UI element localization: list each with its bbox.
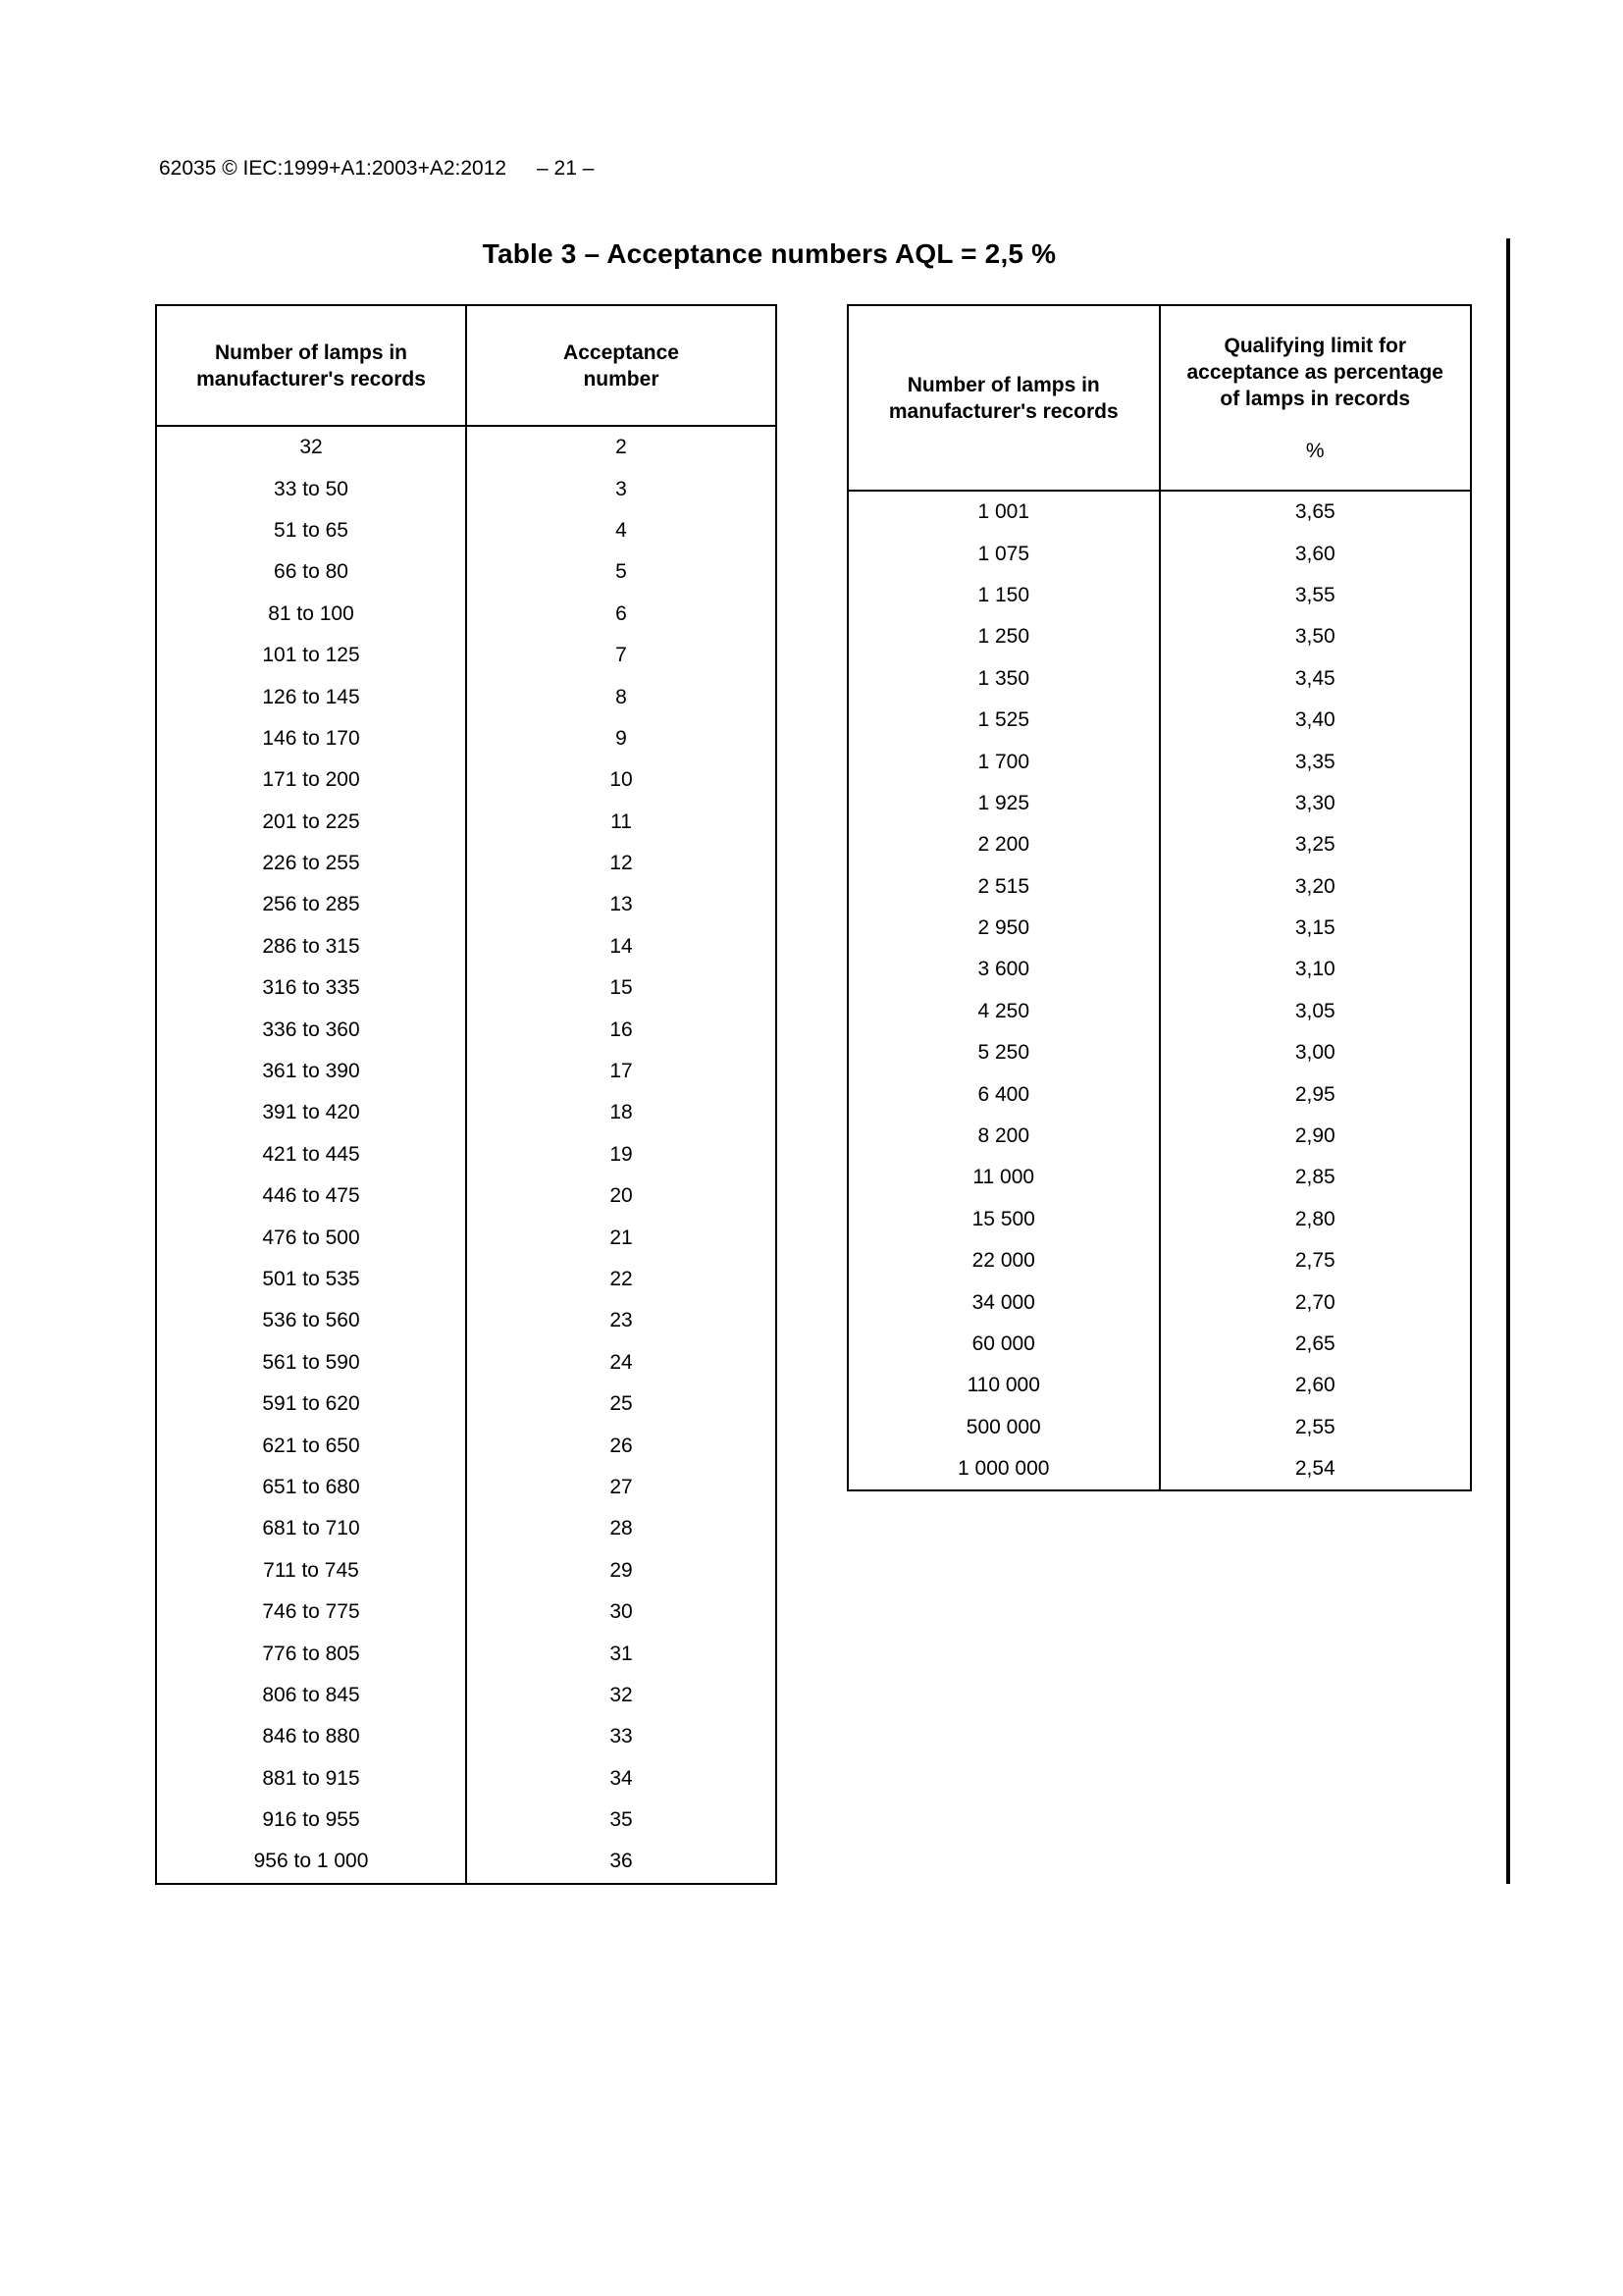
qualifying-limit-cell: 3,65 bbox=[1160, 491, 1472, 533]
acceptance-number-cell: 21 bbox=[466, 1217, 776, 1258]
lamps-count-cell: 1 075 bbox=[977, 542, 1030, 565]
lamps-count-cell: 2 200 bbox=[977, 833, 1030, 857]
acceptance-number-cell: 7 bbox=[466, 635, 776, 676]
lamps-range-cell: 561 to 590 bbox=[262, 1350, 360, 1374]
table-row bbox=[156, 843, 776, 884]
acceptance-number-cell: 29 bbox=[466, 1550, 776, 1592]
acceptance-number-cell: 20 bbox=[466, 1175, 776, 1217]
lamps-range-cell: 146 to 170 bbox=[262, 726, 360, 750]
lamps-count-cell: 1 350 bbox=[977, 666, 1030, 690]
lamps-range-cell: 501 to 535 bbox=[262, 1268, 360, 1290]
acceptance-number-cell: 23 bbox=[466, 1300, 776, 1341]
acceptance-number-cell: 30 bbox=[466, 1592, 776, 1633]
table-row bbox=[848, 700, 1471, 741]
table-row bbox=[156, 1134, 776, 1175]
table-row bbox=[156, 1841, 776, 1883]
lamps-count-cell: 22 000 bbox=[971, 1249, 1035, 1273]
lamps-range-cell: 536 to 560 bbox=[262, 1309, 360, 1332]
acceptance-number-cell: 5 bbox=[466, 551, 776, 593]
lamps-range-cell: 681 to 710 bbox=[262, 1517, 360, 1540]
lamps-range-cell: 32 bbox=[299, 436, 323, 459]
table-row bbox=[848, 1407, 1471, 1448]
lamps-range-cell: 806 to 845 bbox=[262, 1683, 360, 1706]
table-row bbox=[156, 802, 776, 843]
table-row bbox=[156, 718, 776, 759]
table-row bbox=[156, 1758, 776, 1800]
lamps-count-cell: 2 950 bbox=[977, 916, 1030, 940]
column-header-unit: % bbox=[1305, 440, 1325, 462]
acceptance-number-cell: 8 bbox=[466, 676, 776, 717]
lamps-range-cell: 286 to 315 bbox=[262, 934, 360, 958]
lamps-range-cell: 881 to 915 bbox=[262, 1766, 360, 1790]
lamps-range-cell: 171 to 200 bbox=[262, 768, 360, 792]
acceptance-number-cell: 6 bbox=[466, 594, 776, 635]
table-row bbox=[848, 1240, 1471, 1281]
lamps-range-cell: 51 to 65 bbox=[274, 518, 348, 542]
qualifying-limit-cell: 2,75 bbox=[1160, 1240, 1472, 1281]
lamps-range-cell: 126 to 145 bbox=[262, 685, 360, 708]
table-row bbox=[156, 1550, 776, 1592]
qualifying-limit-cell: 2,85 bbox=[1160, 1157, 1472, 1198]
acceptance-number-cell: 36 bbox=[466, 1841, 776, 1883]
table-row bbox=[156, 1259, 776, 1300]
table-row bbox=[156, 1051, 776, 1092]
qualifying-limit-cell: 3,20 bbox=[1160, 866, 1472, 908]
table-title: Table 3 – Acceptance numbers AQL = 2,5 % bbox=[482, 238, 1057, 269]
acceptance-number-cell: 16 bbox=[466, 1009, 776, 1050]
qualifying-limit-cell: 2,70 bbox=[1160, 1281, 1472, 1323]
table-row bbox=[156, 1300, 776, 1341]
lamps-range-cell: 846 to 880 bbox=[262, 1725, 360, 1748]
lamps-count-cell: 1 525 bbox=[977, 708, 1030, 732]
lamps-range-cell: 101 to 125 bbox=[262, 644, 360, 667]
acceptance-number-cell: 28 bbox=[466, 1508, 776, 1549]
lamps-range-cell: 421 to 445 bbox=[262, 1142, 360, 1166]
acceptance-number-cell: 32 bbox=[466, 1675, 776, 1716]
lamps-count-cell: 500 000 bbox=[966, 1415, 1041, 1438]
lamps-range-cell: 201 to 225 bbox=[262, 809, 360, 833]
table-row bbox=[848, 1157, 1471, 1198]
table-row bbox=[156, 1467, 776, 1508]
table-row bbox=[156, 551, 776, 593]
table-row bbox=[848, 1448, 1471, 1490]
qualifying-limit-cell: 3,15 bbox=[1160, 908, 1472, 949]
lamps-range-cell: 476 to 500 bbox=[262, 1226, 360, 1249]
table-row bbox=[156, 926, 776, 967]
acceptance-number-cell: 17 bbox=[466, 1051, 776, 1092]
qualifying-limit-cell: 3,60 bbox=[1160, 533, 1472, 574]
table-row bbox=[156, 426, 776, 468]
column-header-qualifying-limit bbox=[1160, 305, 1472, 491]
lamps-range-cell: 956 to 1 000 bbox=[253, 1850, 369, 1873]
qualifying-limit-cell: 2,80 bbox=[1160, 1199, 1472, 1240]
acceptance-number-cell: 34 bbox=[466, 1758, 776, 1800]
qualifying-limit-cell: 3,50 bbox=[1160, 616, 1472, 657]
lamps-count-cell: 3 600 bbox=[977, 958, 1030, 981]
qualifying-limit-cell: 2,95 bbox=[1160, 1073, 1472, 1115]
table-row bbox=[848, 1365, 1471, 1406]
table-row bbox=[848, 824, 1471, 865]
lamps-count-cell: 2 515 bbox=[977, 874, 1030, 898]
acceptance-number-cell: 15 bbox=[466, 967, 776, 1009]
lamps-range-cell: 916 to 955 bbox=[262, 1808, 360, 1832]
document-reference: 62035 © IEC:1999+A1:2003+A2:2012 bbox=[159, 157, 507, 180]
lamps-range-cell: 66 to 80 bbox=[274, 560, 348, 584]
qualifying-limit-table bbox=[847, 304, 1472, 1491]
lamps-range-cell: 361 to 390 bbox=[262, 1060, 360, 1083]
qualifying-limit-cell: 3,40 bbox=[1160, 700, 1472, 741]
table-header-row bbox=[848, 305, 1471, 491]
lamps-range-cell: 746 to 775 bbox=[262, 1600, 360, 1624]
table-row bbox=[156, 676, 776, 717]
page-number: – 21 – bbox=[537, 157, 595, 180]
column-header-acceptance-number: Acceptance number bbox=[466, 305, 776, 426]
acceptance-number-cell: 25 bbox=[466, 1383, 776, 1425]
table-row bbox=[156, 1592, 776, 1633]
acceptance-number-cell: 27 bbox=[466, 1467, 776, 1508]
acceptance-number-cell: 4 bbox=[466, 510, 776, 551]
table-row bbox=[156, 594, 776, 635]
column-header-lamps-in-records: Number of lamps in manufacturer's records bbox=[848, 305, 1160, 491]
table-row bbox=[848, 616, 1471, 657]
lamps-range-cell: 591 to 620 bbox=[262, 1392, 360, 1416]
qualifying-limit-cell: 2,54 bbox=[1160, 1448, 1472, 1490]
table-row bbox=[156, 635, 776, 676]
qualifying-limit-cell: 3,30 bbox=[1160, 783, 1472, 824]
table-row bbox=[156, 1175, 776, 1217]
table-row bbox=[156, 967, 776, 1009]
acceptance-number-cell: 14 bbox=[466, 926, 776, 967]
qualifying-limit-cell: 3,35 bbox=[1160, 741, 1472, 782]
lamps-count-cell: 4 250 bbox=[977, 999, 1030, 1022]
table-row bbox=[848, 1073, 1471, 1115]
lamps-count-cell: 1 000 000 bbox=[958, 1457, 1050, 1481]
qualifying-limit-cell: 3,25 bbox=[1160, 824, 1472, 865]
table-row bbox=[848, 491, 1471, 533]
lamps-range-cell: 81 to 100 bbox=[268, 601, 354, 625]
lamps-count-cell: 1 001 bbox=[977, 500, 1030, 524]
lamps-count-cell: 1 700 bbox=[977, 750, 1030, 773]
acceptance-number-cell: 13 bbox=[466, 884, 776, 925]
table-row bbox=[156, 1425, 776, 1466]
lamps-count-cell: 6 400 bbox=[977, 1082, 1030, 1106]
acceptance-number-cell: 22 bbox=[466, 1259, 776, 1300]
table-row bbox=[156, 1383, 776, 1425]
acceptance-number-cell: 26 bbox=[466, 1425, 776, 1466]
table-row bbox=[848, 1116, 1471, 1157]
change-bar bbox=[1506, 238, 1510, 1884]
table-row bbox=[848, 949, 1471, 990]
qualifying-limit-cell: 2,55 bbox=[1160, 1407, 1472, 1448]
table-row bbox=[848, 533, 1471, 574]
acceptance-number-cell: 18 bbox=[466, 1092, 776, 1133]
table-row bbox=[156, 1342, 776, 1383]
qualifying-limit-cell: 3,00 bbox=[1160, 1032, 1472, 1073]
qualifying-limit-cell: 3,45 bbox=[1160, 658, 1472, 700]
table-row bbox=[848, 658, 1471, 700]
table-row bbox=[848, 1032, 1471, 1073]
table-row bbox=[848, 908, 1471, 949]
lamps-count-cell: 5 250 bbox=[977, 1041, 1030, 1065]
qualifying-limit-cell: 2,65 bbox=[1160, 1324, 1472, 1365]
table-row bbox=[156, 1508, 776, 1549]
column-header-text: Qualifying limit for acceptance as percentage of lamps in records bbox=[1186, 335, 1443, 410]
lamps-range-cell: 776 to 805 bbox=[262, 1642, 360, 1665]
lamps-count-cell: 1 925 bbox=[977, 791, 1030, 814]
acceptance-number-cell: 35 bbox=[466, 1800, 776, 1841]
lamps-range-cell: 33 to 50 bbox=[274, 477, 348, 500]
acceptance-number-cell: 12 bbox=[466, 843, 776, 884]
qualifying-limit-cell: 3,05 bbox=[1160, 991, 1472, 1032]
qualifying-limit-cell: 2,90 bbox=[1160, 1116, 1472, 1157]
table-row bbox=[848, 1281, 1471, 1323]
acceptance-numbers-table bbox=[155, 304, 777, 1885]
lamps-range-cell: 446 to 475 bbox=[262, 1184, 360, 1208]
lamps-count-cell: 1 150 bbox=[977, 583, 1030, 606]
lamps-range-cell: 391 to 420 bbox=[262, 1101, 360, 1124]
table-row bbox=[156, 510, 776, 551]
acceptance-number-cell: 9 bbox=[466, 718, 776, 759]
page-header bbox=[0, 157, 1623, 186]
table-row bbox=[156, 1092, 776, 1133]
column-header-lamps-in-records: Number of lamps in manufacturer's records bbox=[156, 305, 466, 426]
lamps-range-cell: 226 to 255 bbox=[262, 852, 360, 875]
acceptance-number-cell: 33 bbox=[466, 1716, 776, 1757]
acceptance-number-cell: 31 bbox=[466, 1633, 776, 1674]
table-row bbox=[848, 1199, 1471, 1240]
table-row bbox=[848, 1324, 1471, 1365]
lamps-count-cell: 8 200 bbox=[977, 1124, 1030, 1148]
acceptance-number-cell: 3 bbox=[466, 468, 776, 509]
acceptance-number-cell: 10 bbox=[466, 759, 776, 801]
lamps-count-cell: 1 250 bbox=[977, 625, 1030, 649]
table-row bbox=[848, 575, 1471, 616]
lamps-range-cell: 256 to 285 bbox=[262, 893, 360, 916]
acceptance-number-cell: 2 bbox=[466, 426, 776, 468]
lamps-range-cell: 621 to 650 bbox=[262, 1434, 360, 1457]
lamps-count-cell: 34 000 bbox=[971, 1290, 1035, 1314]
lamps-range-cell: 711 to 745 bbox=[263, 1558, 359, 1582]
lamps-count-cell: 60 000 bbox=[971, 1332, 1035, 1355]
lamps-count-cell: 15 500 bbox=[971, 1207, 1035, 1230]
acceptance-number-cell: 19 bbox=[466, 1134, 776, 1175]
table-row bbox=[156, 1716, 776, 1757]
table-row bbox=[156, 468, 776, 509]
table-header-row bbox=[156, 305, 776, 426]
acceptance-number-cell: 11 bbox=[466, 802, 776, 843]
lamps-range-cell: 316 to 335 bbox=[262, 976, 360, 1000]
table-row bbox=[848, 991, 1471, 1032]
table-row bbox=[156, 1633, 776, 1674]
table-row bbox=[156, 1800, 776, 1841]
qualifying-limit-cell: 3,55 bbox=[1160, 575, 1472, 616]
lamps-count-cell: 11 000 bbox=[972, 1166, 1035, 1189]
lamps-count-cell: 110 000 bbox=[967, 1374, 1040, 1397]
table-row bbox=[156, 759, 776, 801]
table-row bbox=[848, 866, 1471, 908]
lamps-range-cell: 651 to 680 bbox=[262, 1475, 360, 1498]
table-row bbox=[156, 1009, 776, 1050]
table-row bbox=[156, 1217, 776, 1258]
table-row bbox=[848, 741, 1471, 782]
acceptance-number-cell: 24 bbox=[466, 1342, 776, 1383]
table-row bbox=[156, 884, 776, 925]
table-row bbox=[156, 1675, 776, 1716]
lamps-range-cell: 336 to 360 bbox=[262, 1018, 360, 1041]
table-row bbox=[848, 783, 1471, 824]
qualifying-limit-cell: 3,10 bbox=[1160, 949, 1472, 990]
qualifying-limit-cell: 2,60 bbox=[1160, 1365, 1472, 1406]
